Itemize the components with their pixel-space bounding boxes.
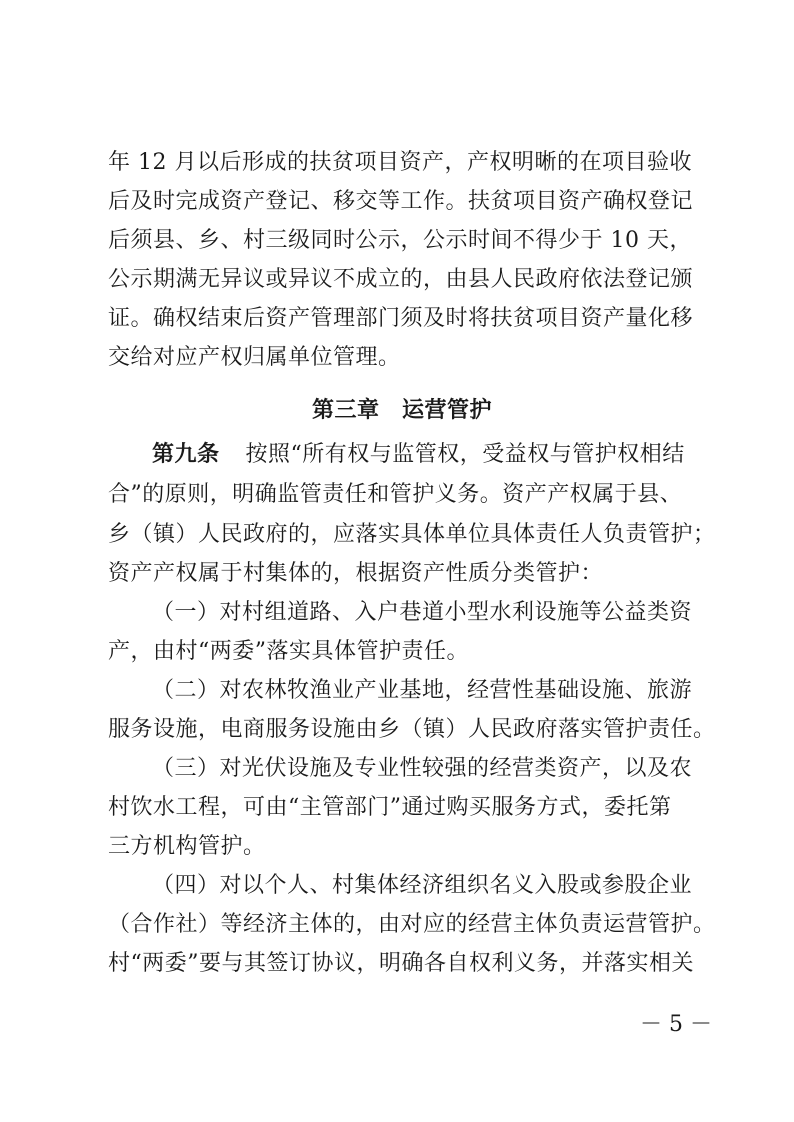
text-line: 后须县、乡、村三级同时公示，公示时间不得少于 10 天， — [108, 228, 692, 253]
list-item: （一）对村组道路、入户巷道小型水利设施等公益类资 — [152, 600, 693, 625]
page-number: － 5 － — [640, 1012, 712, 1037]
text-line: 产，由村“两委”落实具体管护责任。 — [108, 639, 469, 664]
list-item: （四）对以个人、村集体经济组织名义入股或参股企业 — [152, 873, 693, 898]
article-text: 按照“所有权与监管权，受益权与管护权相结 — [245, 442, 685, 467]
list-item: （二）对农林牧渔业产业基地，经营性基础设施、旅游 — [152, 678, 693, 703]
text-line: 村“两委”要与其签订协议，明确各自权利义务，并落实相关 — [108, 951, 694, 976]
text-line: 公示期满无异议或异议不成立的，由县人民政府依法登记颁 — [108, 267, 694, 292]
article-label: 第九条 — [152, 442, 220, 467]
text-line: 证。确权结束后资产管理部门须及时将扶贫项目资产量化移 — [108, 306, 694, 331]
text-line: 资产产权属于村集体的，根据资产性质分类管护： — [108, 561, 604, 586]
text-line: 乡（镇）人民政府的，应落实具体单位具体责任人负责管护； — [108, 522, 716, 547]
text-line: 合”的原则，明确监管责任和管护义务。资产产权属于县、 — [108, 482, 683, 507]
list-item: （三）对光伏设施及专业性较强的经营类资产，以及农 — [152, 756, 693, 781]
text-line: （合作社）等经济主体的，由对应的经营主体负责运营管护。 — [108, 912, 716, 937]
text-line: 年 12 月以后形成的扶贫项目资产，产权明晰的在项目验收 — [108, 150, 692, 175]
article-first-line — [152, 436, 794, 474]
text-line: 后及时完成资产登记、移交等工作。扶贫项目资产确权登记 — [108, 189, 694, 214]
chapter-heading: 第三章 运营管护 — [312, 398, 493, 423]
text-line: 服务设施，电商服务设施由乡（镇）人民政府落实管护责任。 — [108, 717, 716, 742]
text-line: 交给对应产权归属单位管理。 — [108, 345, 401, 370]
text-line: 村饮水工程，可由“主管部门”通过购买服务方式，委托第 — [108, 795, 672, 820]
text-line: 三方机构管护。 — [108, 834, 266, 859]
